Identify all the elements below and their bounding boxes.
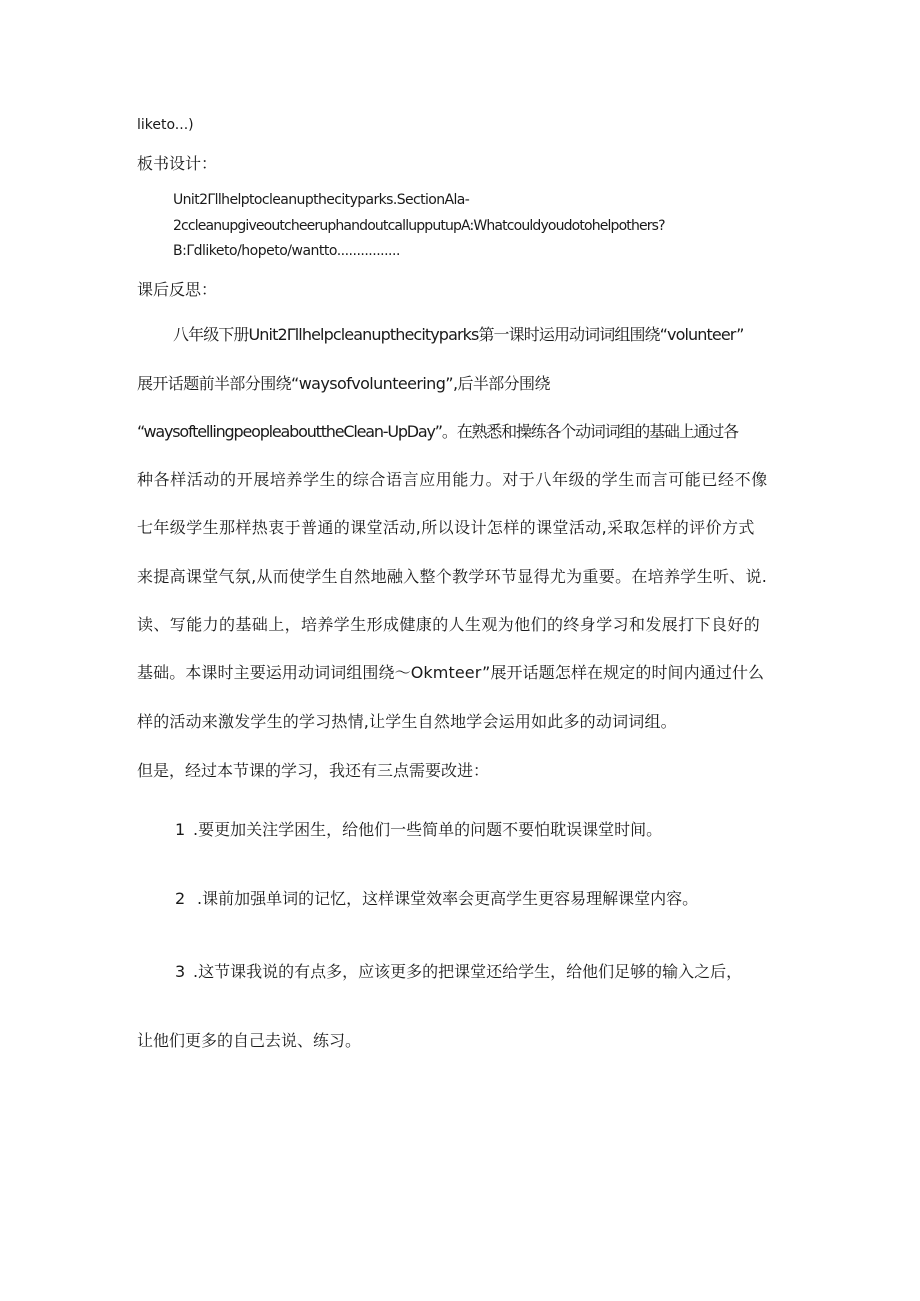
improvement-item-text: .这节课我说的有点多，应该更多的把课堂还给学生，给他们足够的输入之后， bbox=[193, 962, 743, 981]
improve-intro: 但是，经过本节课的学习，我还有三点需要改进： bbox=[137, 761, 490, 780]
reflection-line-6: 来提高课堂气氛,从而使学生自然地融入整个教学环节显得尤为重要。在培养学生听、说. bbox=[137, 567, 768, 586]
improvement-item-number: 1 bbox=[175, 820, 186, 839]
improvement-item-text: .课前加强单词的记忆，这样课堂效率会更高学生更容易理解课堂内容。 bbox=[197, 889, 699, 908]
reflection-line-9: 样的活动来激发学生的学习热情,让学生自然地学会运用如此多的动词词组。 bbox=[137, 712, 677, 731]
reflection-line-8: 基础。本课时主要运用动词词组围绕〜Okmteer”展开话题怎样在规定的时间内通过什么 bbox=[137, 663, 765, 682]
board-line-2: 2ccleanupgiveoutcheeruphandoutcallupputupA:Whatcouldyoudotohelpothers? bbox=[173, 218, 665, 234]
text-fragment: liketo...) bbox=[137, 117, 194, 133]
improvement-item-number: 2 bbox=[175, 889, 186, 908]
board-line-1: Unit2Γllhelptocleanupthecityparks.SectionAla- bbox=[173, 192, 470, 208]
reflection-line-3: “waysoftellingpeopleabouttheClean-UpDay”。在熟悉和操练各个动词词组的基础上通过各 bbox=[137, 422, 738, 441]
reflection-line-1: 八年级下册Unit2Γllhelpcleanupthecityparks第一课时运用动词词组围绕“volunteer” bbox=[173, 325, 744, 344]
reflection-line-4: 种各样活动的开展培养学生的综合语言应用能力。对于八年级的学生而言可能已经不像 bbox=[137, 470, 768, 489]
improvement-item-text: .要更加关注学困生，给他们一些简单的问题不要怕耽误课堂时间。 bbox=[193, 820, 663, 839]
board-line-3: B:Γdliketo/hopeto/wantto................ bbox=[173, 243, 400, 259]
reflection-heading: 课后反思： bbox=[137, 280, 218, 299]
reflection-line-2: 展开话题前半部分围绕“waysofvolunteering”,后半部分围绕 bbox=[137, 374, 550, 393]
board-design-heading: 板书设计： bbox=[137, 154, 218, 173]
improvement-item-number: 3 bbox=[175, 962, 186, 981]
closing-line: 让他们更多的自己去说、练习。 bbox=[137, 1031, 362, 1050]
reflection-line-5: 七年级学生那样热衷于普通的课堂活动,所以设计怎样的课堂活动,采取怎样的评价方式 bbox=[137, 518, 755, 537]
reflection-line-7: 读、写能力的基础上，培养学生形成健康的人生观为他们的终身学习和发展打下良好的 bbox=[137, 615, 761, 634]
